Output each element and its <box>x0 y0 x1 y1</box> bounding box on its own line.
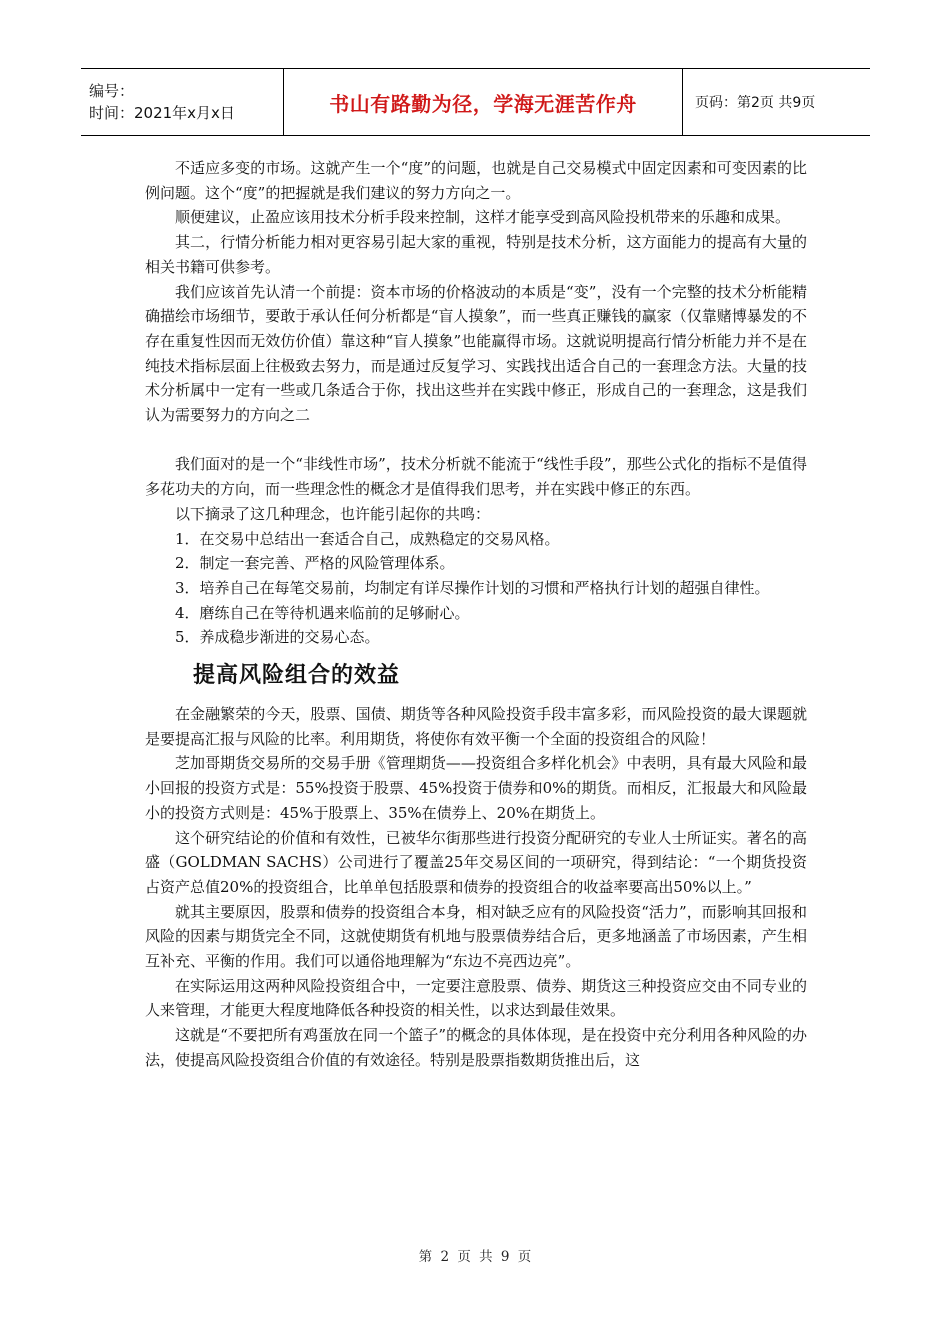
paragraph: 不适应多变的市场。这就产生一个“度”的问题，也就是自己交易模式中固定因素和可变因素的比例问题。这个“度”的把握就是我们建议的努力方向之一。 <box>145 159 807 202</box>
list-item: 1．在交易中总结出一套适合自己，成熟稳定的交易风格。 <box>175 529 560 548</box>
page-header <box>81 68 870 136</box>
document-body <box>145 156 807 1073</box>
header-meta <box>81 69 283 135</box>
header-page-info: 页码：第2页 共9页 <box>695 95 816 111</box>
paragraph: 顺便建议，止盈应该用技术分析手段来控制，这样才能享受到高风险投机带来的乐趣和成果。 <box>175 208 791 227</box>
paragraph: 以下摘录了这几种理念，也许能引起你的共鸣： <box>175 504 491 523</box>
paragraph: 我们面对的是一个“非线性市场”，技术分析就不能流于“线性手段”，那些公式化的指标不是值得多花功夫的方向，而一些理念性的概念才是值得我们思考，并在实践中修正的东西。 <box>145 455 807 499</box>
paragraph: 我们应该首先认清一个前提：资本市场的价格波动的本质是“变”，没有一个完整的技术分析能精确描绘市场细节，要敢于承认任何分析都是“盲人摸象”，而一些真正赚钱的赢家（仅靠赌博暴发的不存在重复性因而无效仿价值）靠这种“盲人摸象”也能赢得市场。这就说明提高行情分析能力并不是在纯技术指标层面上往极致去努力，而是通过反复学习、实践找出适合自己的一套理念方法。大量的技术分析属中一定有一些或几条适合于你，找出这些并在实践中修正，形成自己的一套理念，这是我们认为需要努力的方向之二 <box>145 282 807 425</box>
paragraph: 这个研究结论的价值和有效性，已被华尔街那些进行投资分配研究的专业人士所证实。著名的高盛（GOLDMAN SACHS）公司进行了覆盖25年交易区间的一项研究，得到结论：“一个期货投资占资产总值20%的投资组合，比单单包括股票和债券的投资组合的收益率要高出50%以上。” <box>145 828 807 896</box>
header-page-info-cell <box>683 69 870 135</box>
list-item: 4．磨练自己在等待机遇来临前的足够耐心。 <box>175 603 470 622</box>
doc-time-label: 时间：2021年x月x日 <box>89 104 235 122</box>
paragraph: 芝加哥期货交易所的交易手册《管理期货——投资组合多样化机会》中表明，具有最大风险和最小回报的投资方式是：55%投资于股票、45%投资于债券和0%的期货。而相反，汇报最大和风险最小的投资方式则是：45%于股票上、35%在债券上、20%在期货上。 <box>145 754 807 822</box>
list-item: 5．养成稳步渐进的交易心态。 <box>175 628 380 647</box>
paragraph: 就其主要原因，股票和债券的投资组合本身，相对缺乏应有的风险投资“活力”，而影响其回报和风险的因素与期货完全不同，这就使期货有机地与股票债券结合后，更多地涵盖了市场因素，产生相互补充、平衡的作用。我们可以通俗地理解为“东边不亮西边亮”。 <box>145 902 807 971</box>
paragraph: 在实际运用这两种风险投资组合中，一定要注意股票、债券、期货这三种投资应交由不同专业的人来管理，才能更大程度地降低各种投资的相关性，以求达到最佳效果。 <box>145 976 807 1020</box>
doc-number-label: 编号： <box>89 82 135 100</box>
section-heading: 提高风险组合的效益 <box>193 663 401 689</box>
page-footer: 第 2 页 共 9 页 <box>418 1249 532 1265</box>
header-motto-cell <box>283 69 683 135</box>
blank-line <box>145 428 807 453</box>
list-item: 3．培养自己在每笔交易前，均制定有详尽操作计划的习惯和严格执行计划的超强自律性。 <box>175 578 770 597</box>
paragraph: 在金融繁荣的今天，股票、国债、期货等各种风险投资手段丰富多彩，而风险投资的最大课题就是要提高汇报与风险的比率。利用期货，将使你有效平衡一个全面的投资组合的风险！ <box>145 705 807 748</box>
paragraph: 其二，行情分析能力相对更容易引起大家的重视，特别是技术分析，这方面能力的提高有大量的相关书籍可供参考。 <box>145 233 807 276</box>
list-item: 2．制定一套完善、严格的风险管理体系。 <box>175 554 455 573</box>
paragraph: 这就是“不要把所有鸡蛋放在同一个篮子”的概念的具体体现，是在投资中充分利用各种风险的办法，使提高风险投资组合价值的有效途径。特别是股票指数期货推出后，这 <box>145 1026 807 1069</box>
header-motto: 书山有路勤为径，学海无涯苦作舟 <box>329 91 637 116</box>
